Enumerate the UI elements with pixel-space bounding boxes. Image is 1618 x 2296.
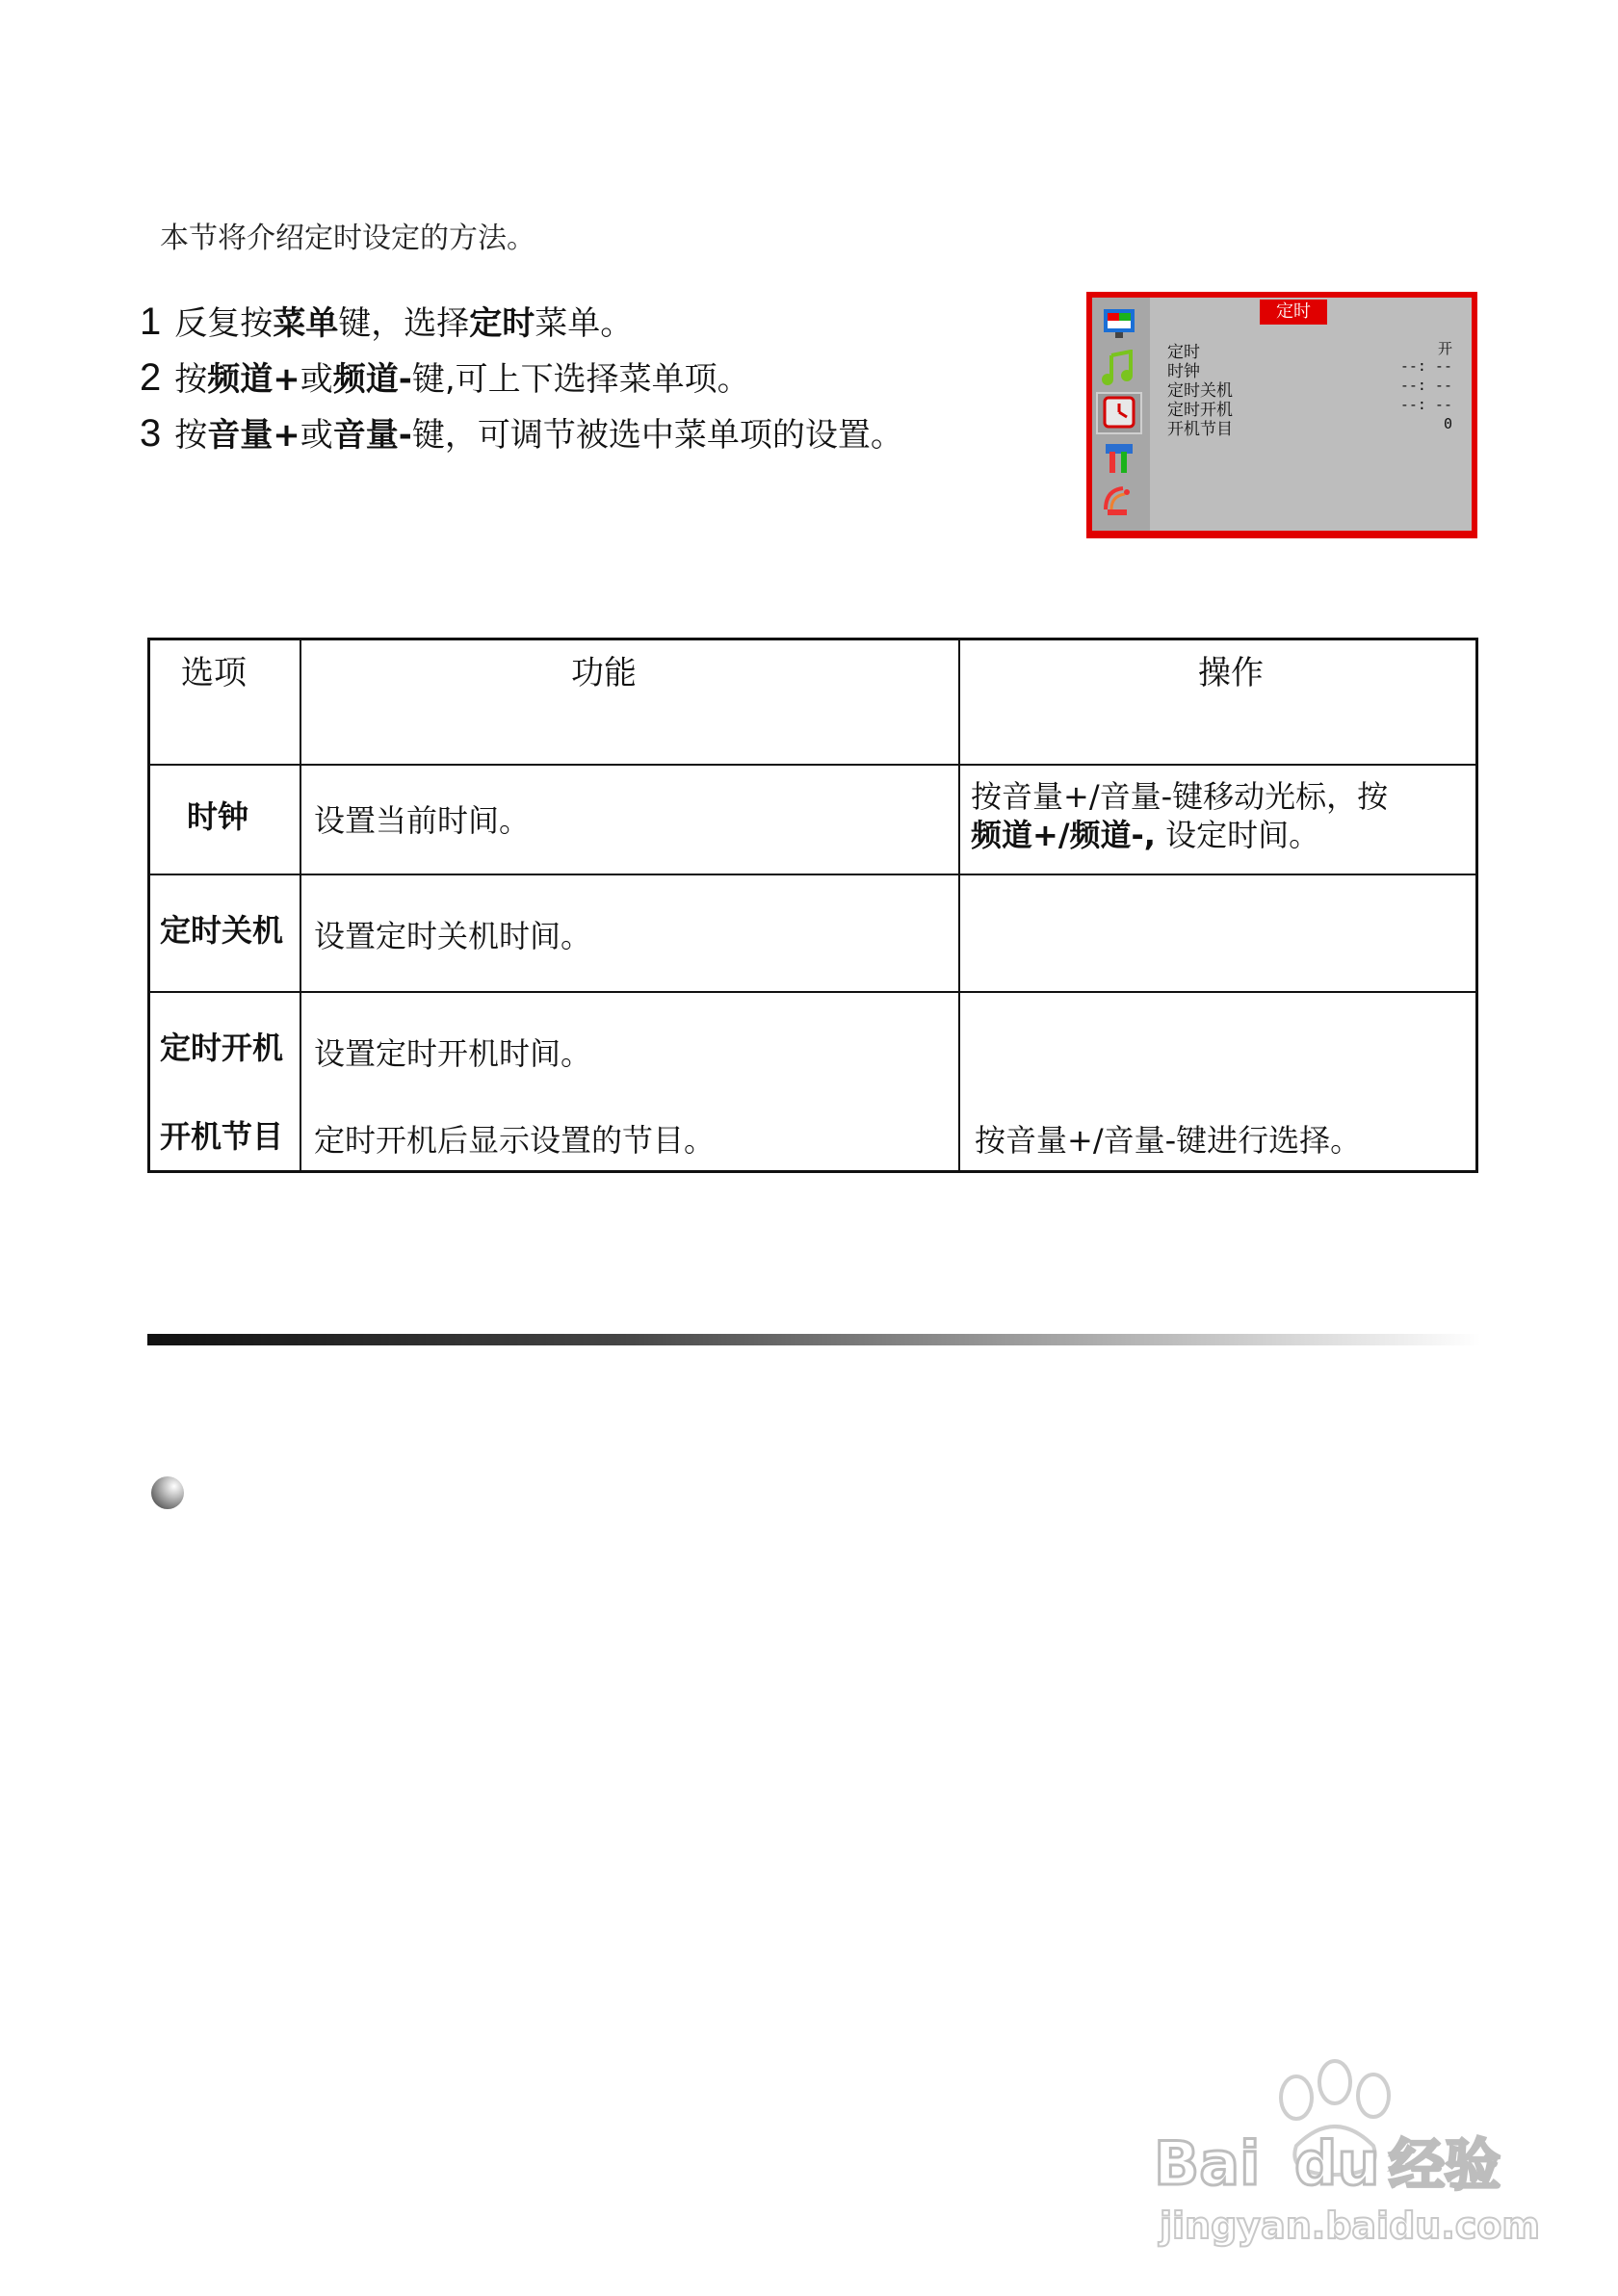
- step-text: 按: [174, 360, 208, 399]
- osd-row-value: 0: [1443, 415, 1452, 432]
- osd-row-label: 时钟: [1167, 362, 1200, 381]
- step-3: [140, 408, 903, 456]
- osd-row-label: 开机节目: [1167, 420, 1233, 439]
- step-text: 键，选择: [338, 304, 470, 343]
- function-on-timer: 设置定时开机时间。: [314, 1035, 592, 1072]
- option-off-timer: 定时关机: [160, 912, 284, 949]
- tv-picture-icon: [1098, 305, 1140, 344]
- step-number: 2: [140, 356, 162, 399]
- header-function: 功能: [571, 654, 637, 692]
- satellite-dish-icon: [1098, 481, 1140, 519]
- step-text: 菜单。: [535, 304, 634, 343]
- osd-row-value: 开: [1437, 340, 1452, 357]
- row-divider: [150, 764, 1475, 766]
- step-key: 菜单: [273, 304, 339, 343]
- osd-row-label: 定时: [1167, 343, 1200, 362]
- osd-row-startup-program: [1167, 415, 1462, 439]
- column-divider: [300, 640, 301, 1170]
- step-number: 3: [140, 412, 162, 455]
- step-key: 音量+: [207, 416, 300, 455]
- watermark-cn: 经验: [1389, 2132, 1501, 2198]
- osd-row-timer: [1167, 338, 1462, 362]
- column-divider: [958, 640, 960, 1170]
- bullet-icon: [151, 1476, 184, 1509]
- operation-text: 设定时间。: [1165, 817, 1320, 853]
- watermark-brand: Bai: [1154, 2128, 1261, 2199]
- operation-startup-program: 按音量+/音量-键进行选择。: [975, 1122, 1362, 1159]
- step-text: 或: [300, 416, 333, 455]
- osd-timer-menu: [1086, 292, 1477, 538]
- osd-row-on-timer: [1167, 396, 1462, 420]
- header-operation: 操作: [1198, 654, 1264, 692]
- osd-row-clock: [1167, 357, 1462, 381]
- osd-row-label: 定时开机: [1167, 401, 1233, 420]
- option-clock: 时钟: [187, 798, 249, 835]
- osd-rows: [1167, 338, 1462, 439]
- row-divider: [150, 874, 1475, 875]
- osd-title: 定时: [1260, 300, 1327, 325]
- osd-row-off-timer: [1167, 377, 1462, 401]
- option-on-timer: 定时开机: [160, 1030, 284, 1066]
- function-off-timer: 设置定时关机时间。: [314, 918, 592, 954]
- operation-clock: [971, 777, 1472, 854]
- clock-icon: [1096, 392, 1142, 434]
- step-key: 音量-: [332, 416, 412, 455]
- osd-row-value: --: --: [1399, 396, 1452, 413]
- step-text: 按: [174, 416, 208, 455]
- row-divider: [150, 991, 1475, 993]
- step-text: 键,可上下选择菜单项。: [411, 360, 750, 399]
- osd-row-value: --: --: [1399, 377, 1452, 394]
- options-table: [147, 638, 1478, 1173]
- step-1: [140, 297, 633, 344]
- operation-key: 频道+/频道-,: [971, 817, 1156, 853]
- step-text: 或: [300, 360, 333, 399]
- step-2: [140, 352, 750, 400]
- osd-panel: [1092, 298, 1472, 531]
- paw-logo-icon: [1152, 2040, 1556, 2252]
- function-startup-program: 定时开机后显示设置的节目。: [314, 1122, 716, 1159]
- osd-icon-column: [1092, 298, 1150, 531]
- watermark-url: jingyan.baidu.com: [1160, 2205, 1540, 2247]
- function-clock: 设置当前时间。: [314, 802, 531, 839]
- tools-icon: [1098, 438, 1140, 477]
- step-number: 1: [140, 300, 162, 343]
- operation-line: 按音量+/音量-键移动光标，按: [971, 778, 1389, 815]
- operation-line: [971, 816, 1472, 854]
- option-startup-program: 开机节目: [160, 1118, 284, 1155]
- intro-text: 本节将介绍定时设定的方法。: [160, 222, 535, 255]
- baidu-jingyan-watermark: [1152, 2040, 1556, 2252]
- music-note-icon: [1098, 350, 1140, 388]
- step-text: 键，可调节被选中菜单项的设置。: [411, 416, 903, 455]
- osd-row-label: 定时关机: [1167, 381, 1233, 401]
- watermark-brand-2: du: [1294, 2128, 1380, 2199]
- step-key: 频道+: [207, 360, 300, 399]
- step-key: 定时: [469, 304, 535, 343]
- osd-row-value: --: --: [1399, 357, 1452, 375]
- section-divider: [147, 1334, 1481, 1345]
- step-key: 频道-: [332, 360, 412, 399]
- step-text: 反复按: [174, 304, 274, 343]
- header-option: 选项: [181, 654, 247, 692]
